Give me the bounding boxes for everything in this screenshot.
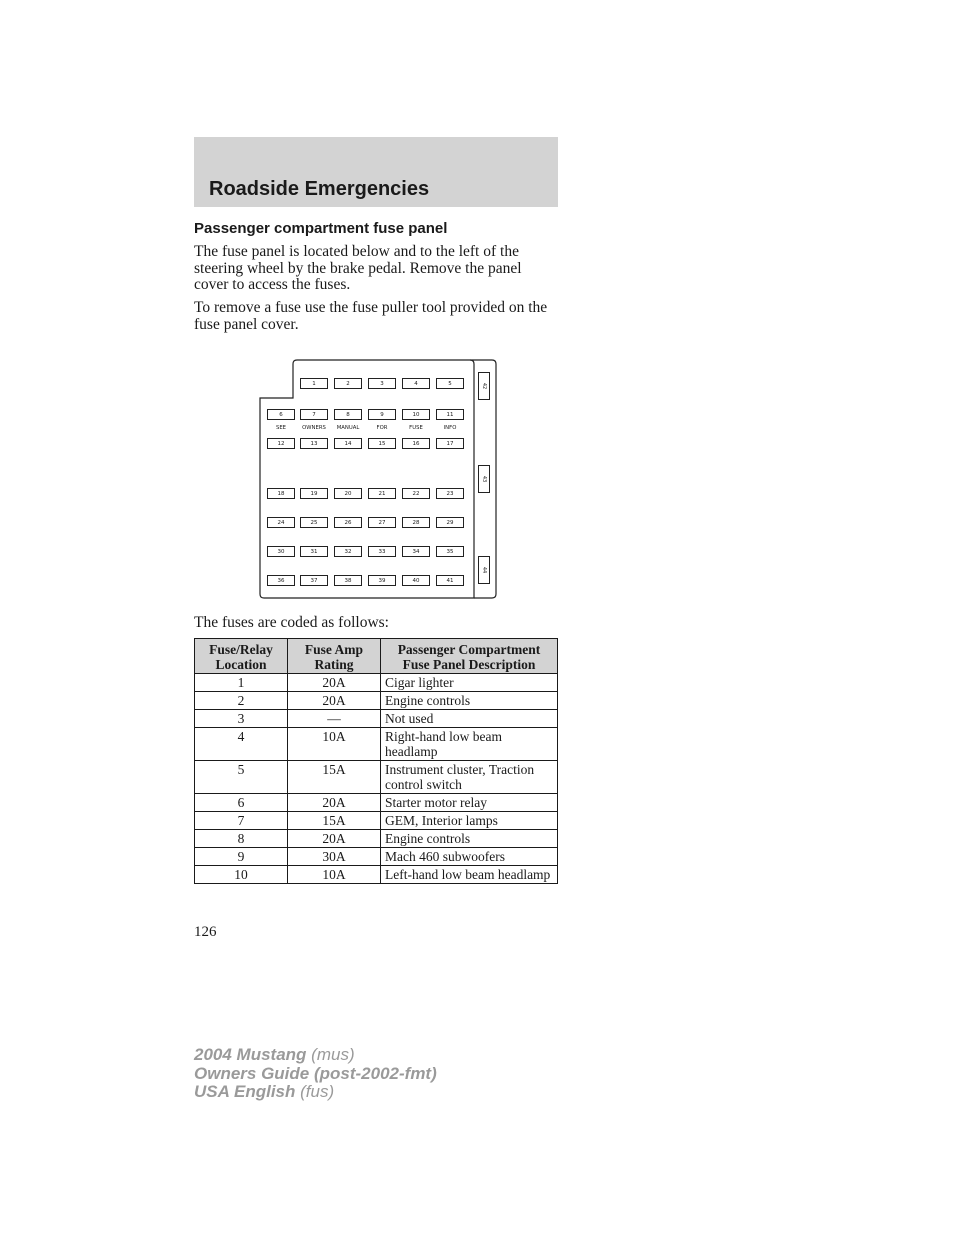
fuse-panel-diagram bbox=[258, 358, 498, 600]
fuse-slot-3: 3 bbox=[368, 378, 396, 389]
cell-location: 3 bbox=[195, 710, 288, 728]
cell-amp-rating: 20A bbox=[288, 674, 381, 692]
fuse-slot-10: 10 bbox=[402, 409, 430, 420]
relay-slot-43 bbox=[478, 465, 490, 493]
cell-description: Right-hand low beam headlamp bbox=[381, 728, 558, 761]
section-header-band bbox=[194, 137, 558, 207]
fuse-slot-24: 24 bbox=[267, 517, 295, 528]
table-row bbox=[195, 848, 558, 866]
fuse-slot-21: 21 bbox=[368, 488, 396, 499]
relay-label: 43 bbox=[481, 475, 487, 483]
fuse-slot-17: 17 bbox=[436, 438, 464, 449]
cell-location: 7 bbox=[195, 812, 288, 830]
footer-model-code: (mus) bbox=[311, 1045, 355, 1064]
panel-legend-word: FUSE bbox=[409, 425, 423, 431]
fuse-slot-38: 38 bbox=[334, 575, 362, 586]
panel-legend-word: MANUAL bbox=[336, 425, 360, 431]
header-location bbox=[195, 639, 288, 674]
header-description bbox=[381, 639, 558, 674]
fuse-slot-27: 27 bbox=[368, 517, 396, 528]
cell-description: GEM, Interior lamps bbox=[381, 812, 558, 830]
fuse-slot-41: 41 bbox=[436, 575, 464, 586]
cell-amp-rating: 30A bbox=[288, 848, 381, 866]
fuse-slot-31: 31 bbox=[300, 546, 328, 557]
cell-description: Left-hand low beam headlamp bbox=[381, 866, 558, 884]
relay-slot-44 bbox=[478, 556, 490, 584]
cell-amp-rating: 15A bbox=[288, 761, 381, 794]
cell-location: 10 bbox=[195, 866, 288, 884]
fuse-slot-35: 35 bbox=[436, 546, 464, 557]
cell-amp-rating: 20A bbox=[288, 830, 381, 848]
cell-amp-rating: — bbox=[288, 710, 381, 728]
page-title: Roadside Emergencies bbox=[209, 178, 430, 200]
header-desc-line1: Passenger Compartment bbox=[397, 642, 541, 657]
fuse-slot-5: 5 bbox=[436, 378, 464, 389]
header-location-line1: Fuse/Relay bbox=[209, 642, 273, 657]
footer-language: USA English bbox=[194, 1082, 296, 1101]
footer-line-3 bbox=[194, 1083, 437, 1102]
document-footer bbox=[194, 1046, 437, 1102]
table-row bbox=[195, 830, 558, 848]
paragraph-removal: To remove a fuse use the fuse puller tool provided on the fuse panel cover. bbox=[194, 299, 548, 333]
fuse-slot-20: 20 bbox=[334, 488, 362, 499]
fuse-slot-37: 37 bbox=[300, 575, 328, 586]
table-row bbox=[195, 692, 558, 710]
header-location-line2: Location bbox=[215, 657, 267, 672]
footer-model: 2004 Mustang bbox=[194, 1045, 307, 1064]
fuse-slot-16: 16 bbox=[402, 438, 430, 449]
panel-legend-word: INFO bbox=[443, 425, 457, 431]
table-row bbox=[195, 728, 558, 761]
fuse-slot-23: 23 bbox=[436, 488, 464, 499]
panel-legend-word: SEE bbox=[275, 425, 287, 431]
relay-slot-42 bbox=[478, 372, 490, 400]
footer-language-code: (fus) bbox=[300, 1082, 335, 1101]
table-row bbox=[195, 794, 558, 812]
panel-legend-word: OWNERS bbox=[302, 425, 326, 431]
relay-label: 44 bbox=[481, 566, 487, 574]
cell-location: 8 bbox=[195, 830, 288, 848]
fuse-slot-40: 40 bbox=[402, 575, 430, 586]
fuse-slot-34: 34 bbox=[402, 546, 430, 557]
fuse-slot-12: 12 bbox=[267, 438, 295, 449]
fuse-slot-6: 6 bbox=[267, 409, 295, 420]
page-number: 126 bbox=[194, 924, 217, 940]
section-heading: Passenger compartment fuse panel bbox=[194, 220, 448, 237]
cell-location: 9 bbox=[195, 848, 288, 866]
fuse-slot-39: 39 bbox=[368, 575, 396, 586]
fuse-slot-19: 19 bbox=[300, 488, 328, 499]
footer-guide: Owners Guide (post-2002-fmt) bbox=[194, 1063, 437, 1083]
table-row bbox=[195, 812, 558, 830]
table-row bbox=[195, 674, 558, 692]
fuse-slot-26: 26 bbox=[334, 517, 362, 528]
header-amp-rating bbox=[288, 639, 381, 674]
cell-description: Not used bbox=[381, 710, 558, 728]
cell-description: Engine controls bbox=[381, 830, 558, 848]
fuse-slot-11: 11 bbox=[436, 409, 464, 420]
cell-description: Engine controls bbox=[381, 692, 558, 710]
header-desc-line2: Fuse Panel Description bbox=[402, 657, 536, 672]
cell-amp-rating: 15A bbox=[288, 812, 381, 830]
cell-location: 4 bbox=[195, 728, 288, 761]
cell-location: 6 bbox=[195, 794, 288, 812]
fuse-slot-18: 18 bbox=[267, 488, 295, 499]
table-header-row bbox=[195, 639, 558, 674]
cell-amp-rating: 20A bbox=[288, 692, 381, 710]
fuse-table bbox=[194, 638, 558, 884]
relay-label: 42 bbox=[481, 382, 487, 390]
fuse-slot-4: 4 bbox=[402, 378, 430, 389]
cell-description: Cigar lighter bbox=[381, 674, 558, 692]
cell-location: 2 bbox=[195, 692, 288, 710]
fuse-slot-36: 36 bbox=[267, 575, 295, 586]
fuse-slot-25: 25 bbox=[300, 517, 328, 528]
cell-location: 1 bbox=[195, 674, 288, 692]
footer-line-1 bbox=[194, 1046, 437, 1065]
panel-legend-word: FOR bbox=[376, 425, 388, 431]
fuse-slot-8: 8 bbox=[334, 409, 362, 420]
fuse-slot-1: 1 bbox=[300, 378, 328, 389]
coded-intro: The fuses are coded as follows: bbox=[194, 614, 389, 631]
header-amp-line2: Rating bbox=[314, 657, 354, 672]
table-row bbox=[195, 866, 558, 884]
fuse-slot-14: 14 bbox=[334, 438, 362, 449]
fuse-slot-13: 13 bbox=[300, 438, 328, 449]
cell-description: Mach 460 subwoofers bbox=[381, 848, 558, 866]
cell-amp-rating: 10A bbox=[288, 866, 381, 884]
fuse-slot-32: 32 bbox=[334, 546, 362, 557]
fuse-slot-30: 30 bbox=[267, 546, 295, 557]
table-row bbox=[195, 710, 558, 728]
fuse-slot-29: 29 bbox=[436, 517, 464, 528]
fuse-slot-28: 28 bbox=[402, 517, 430, 528]
header-amp-line1: Fuse Amp bbox=[304, 642, 364, 657]
fuse-slot-9: 9 bbox=[368, 409, 396, 420]
footer-line-2 bbox=[194, 1065, 437, 1084]
cell-description: Instrument cluster, Traction control switch bbox=[381, 761, 558, 794]
fuse-slot-33: 33 bbox=[368, 546, 396, 557]
cell-location: 5 bbox=[195, 761, 288, 794]
cell-amp-rating: 10A bbox=[288, 728, 381, 761]
fuse-slot-2: 2 bbox=[334, 378, 362, 389]
cell-amp-rating: 20A bbox=[288, 794, 381, 812]
cell-description: Starter motor relay bbox=[381, 794, 558, 812]
fuse-slot-7: 7 bbox=[300, 409, 328, 420]
fuse-slot-15: 15 bbox=[368, 438, 396, 449]
table-row bbox=[195, 761, 558, 794]
paragraph-location: The fuse panel is located below and to the left of the steering wheel by the brake pedal. Remove the panel cover to access the fuses. bbox=[194, 243, 522, 293]
fuse-slot-22: 22 bbox=[402, 488, 430, 499]
fuse-panel-outline bbox=[258, 358, 498, 600]
